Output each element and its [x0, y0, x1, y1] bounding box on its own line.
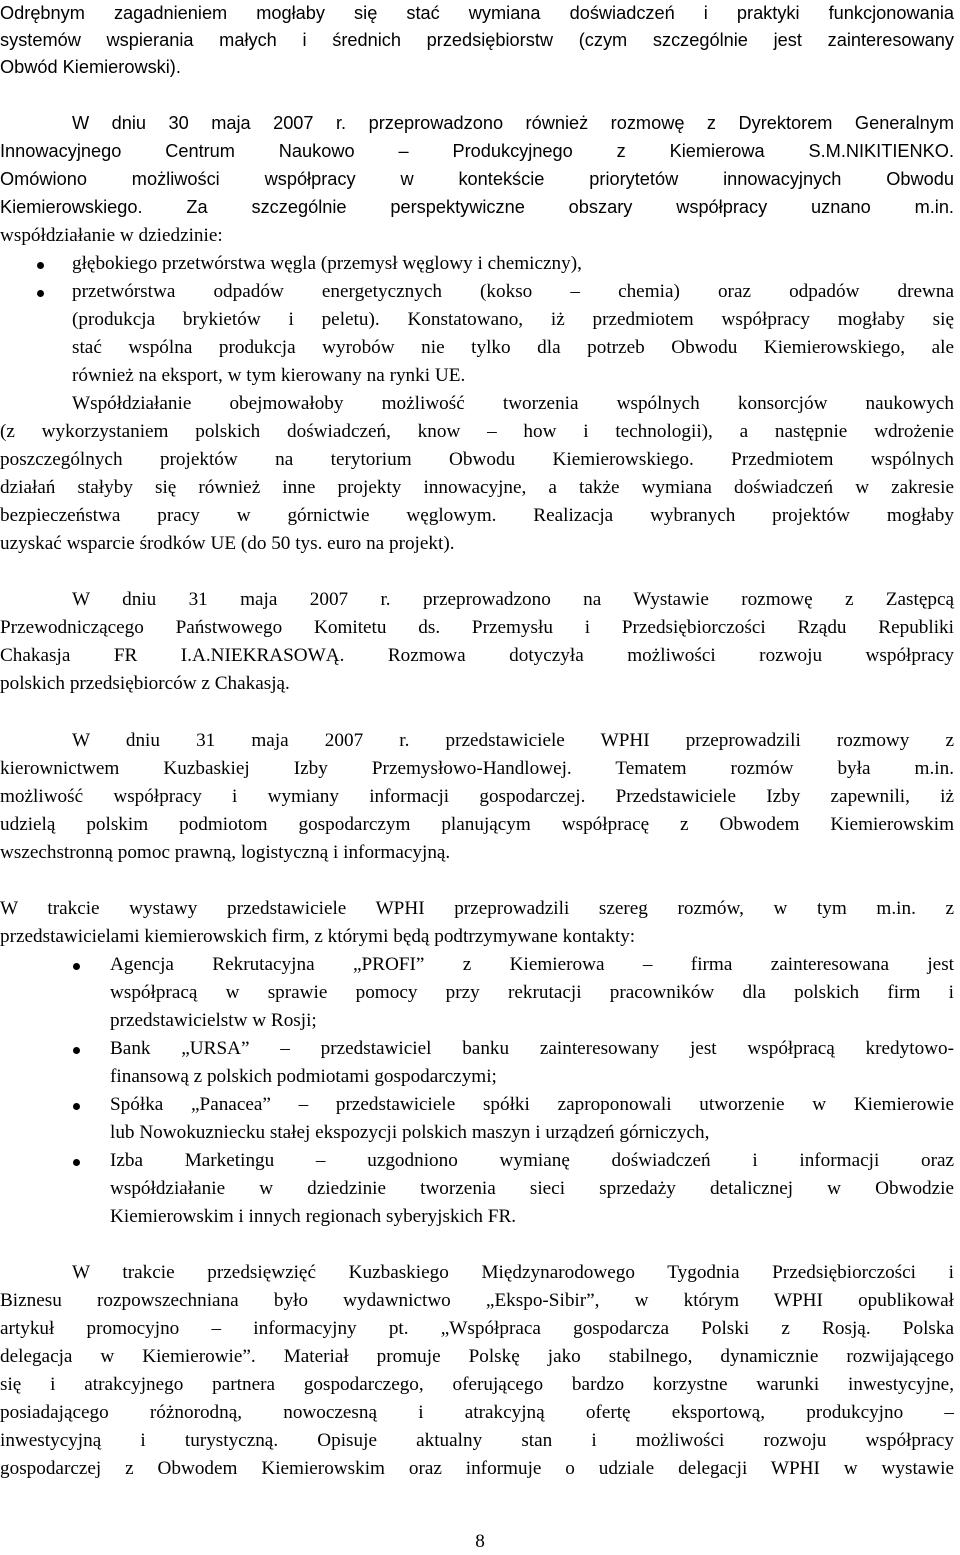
bullet-item-line: lub Nowokuzniecku stałej ekspozycji polskich maszyn i urządzeń górniczych, — [110, 1122, 710, 1143]
paragraph-4-line: W dniu 31 maja 2007 r. przedstawiciele WPHI przeprowadzili rozmowy z — [72, 730, 954, 751]
paragraph-2-line: Omówiono możliwości współpracy w kontekście priorytetów innowacyjnych Obwodu — [0, 169, 954, 189]
bullet-icon — [37, 262, 44, 269]
bullet-item-line: Bank „URSA” – przedstawiciel banku zainteresowany jest współpracą kredytowo- — [110, 1038, 954, 1059]
paragraph-4-line: udzielą polskim podmiotom gospodarczym planującym współpracę z Obwodem Kiemierowskim — [0, 814, 954, 835]
bullet-item-line: przetwórstwa odpadów energetycznych (kokso – chemia) oraz odpadów drewna — [72, 281, 954, 302]
bullet-item-line: Agencja Rekrutacyjna „PROFI” z Kiemierowa – firma zainteresowana jest — [110, 954, 954, 975]
paragraph-4-line: wszechstronną pomoc prawną, logistyczną i informacyjną. — [0, 842, 451, 863]
bullet-icon — [73, 963, 80, 970]
paragraph-4-line: możliwość współpracy i wymiany informacji gospodarczej. Przedstawiciele Izby zapewnili, iż — [0, 786, 954, 807]
paragraph-3-line: polskich przedsiębiorców z Chakasją. — [0, 673, 290, 694]
bullet-icon — [37, 290, 44, 297]
bullet-item-line: Kiemierowskim i innych regionach syberyjskich FR. — [110, 1206, 517, 1227]
paragraph-6-line: delegacja w Kiemierowie”. Materiał promuje Polskę jako stabilnego, dynamicznie rozwijającego — [0, 1346, 954, 1367]
bullet-item-line: finansową z polskich podmiotami gospodarczymi; — [110, 1066, 497, 1087]
bullet-icon — [73, 1103, 80, 1110]
paragraph-2b-line: bezpieczeństwa pracy w górnictwie węglowym. Realizacja wybranych projektów mogłaby — [0, 505, 954, 526]
paragraph-2-line: współdziałanie w dziedzinie: — [0, 225, 223, 246]
bullet-item-line: (produkcja brykietów i peletu). Konstatowano, iż przedmiotem współpracy mogłaby się — [72, 309, 954, 330]
paragraph-1-line: Obwód Kiemierowski). — [0, 57, 181, 77]
paragraph-6-line: Biznesu rozpowszechniana było wydawnictwo „Ekspo-Sibir”, w którym WPHI opublikował — [0, 1290, 954, 1311]
paragraph-2b-line: działań stałyby się również inne projekty innowacyjne, a także wymiana doświadczeń w zakresie — [0, 477, 954, 498]
paragraph-1-line: systemów wspierania małych i średnich przedsiębiorstw (czym szczególnie jest zainteresowany — [0, 30, 954, 50]
paragraph-2b-line: Współdziałanie obejmowałoby możliwość tworzenia wspólnych konsorcjów naukowych — [72, 393, 954, 414]
paragraph-6-line: W trakcie przedsięwzięć Kuzbaskiego Międzynarodowego Tygodnia Przedsiębiorczości i — [72, 1262, 954, 1283]
paragraph-2-line: Kiemierowskiego. Za szczególnie perspektywiczne obszary współpracy uznano m.in. — [0, 197, 954, 217]
paragraph-2b-line: uzyskać wsparcie środków UE (do 50 tys. euro na projekt). — [0, 533, 455, 554]
paragraph-6-line: inwestycyjną i turystyczną. Opisuje aktualny stan i możliwości rozwoju współpracy — [0, 1430, 954, 1451]
paragraph-5-line: W trakcie wystawy przedstawiciele WPHI przeprowadzili szereg rozmów, w tym m.in. z — [0, 898, 954, 919]
bullet-item-line: współdziałanie w dziedzinie tworzenia sieci sprzedaży detalicznej w Obwodzie — [110, 1178, 954, 1199]
bullet-item-line: współpracą w sprawie pomocy przy rekrutacji pracowników dla polskich firm i — [110, 982, 954, 1003]
paragraph-3-line: Chakasja FR I.A.NIEKRASOWĄ. Rozmowa dotyczyła możliwości rozwoju współpracy — [0, 645, 954, 666]
bullet-item-line: przedstawicielstw w Rosji; — [110, 1010, 317, 1031]
bullet-icon — [73, 1159, 80, 1166]
paragraph-2-line: Innowacyjnego Centrum Naukowo – Produkcyjnego z Kiemierowa S.M.NIKITIENKO. — [0, 141, 954, 161]
paragraph-3-line: W dniu 31 maja 2007 r. przeprowadzono na Wystawie rozmowę z Zastępcą — [72, 589, 954, 610]
paragraph-3-line: Przewodniczącego Państwowego Komitetu ds. Przemysłu i Przedsiębiorczości Rządu Republiki — [0, 617, 954, 638]
paragraph-2b-line: (z wykorzystaniem polskich doświadczeń, know – how i technologii), a następnie wdrożenie — [0, 421, 954, 442]
paragraph-6-line: gospodarczej z Obwodem Kiemierowskim oraz informuje o udziale delegacji WPHI w wystawie — [0, 1458, 954, 1479]
bullet-item-line: głębokiego przetwórstwa węgla (przemysł węglowy i chemiczny), — [72, 253, 582, 274]
paragraph-5-line: przedstawicielami kiemierowskich firm, z którymi będą podtrzymywane kontakty: — [0, 926, 636, 947]
paragraph-6-line: posiadającego różnorodną, nowoczesną i atrakcyjną ofertę eksportową, produkcyjno – — [0, 1402, 954, 1423]
page-number: 8 — [475, 1531, 485, 1552]
bullet-item-line: Izba Marketingu – uzgodniono wymianę doświadczeń i informacji oraz — [110, 1150, 954, 1171]
bullet-item-line: Spółka „Panacea” – przedstawiciele spółki zaproponowali utworzenie w Kiemierowie — [110, 1094, 954, 1115]
paragraph-6-line: się i atrakcyjnego partnera gospodarczego, oferującego bardzo korzystne warunki inwestycyjne, — [0, 1374, 954, 1395]
paragraph-2-line: W dniu 30 maja 2007 r. przeprowadzono również rozmowę z Dyrektorem Generalnym — [72, 113, 954, 133]
paragraph-2b-line: poszczególnych projektów na terytorium Obwodu Kiemierowskiego. Przedmiotem wspólnych — [0, 449, 954, 470]
paragraph-1-line: Odrębnym zagadnieniem mogłaby się stać wymiana doświadczeń i praktyki funkcjonowania — [0, 3, 954, 23]
paragraph-6-line: artykuł promocyjno – informacyjny pt. „Współpraca gospodarcza Polski z Rosją. Polska — [0, 1318, 954, 1339]
paragraph-4-line: kierownictwem Kuzbaskiej Izby Przemysłowo-Handlowej. Tematem rozmów była m.in. — [0, 758, 954, 779]
bullet-icon — [73, 1047, 80, 1054]
bullet-item-line: również na eksport, w tym kierowany na rynki UE. — [72, 365, 466, 386]
bullet-item-line: stać wspólna produkcja wyrobów nie tylko dla potrzeb Obwodu Kiemierowskiego, ale — [72, 337, 954, 358]
